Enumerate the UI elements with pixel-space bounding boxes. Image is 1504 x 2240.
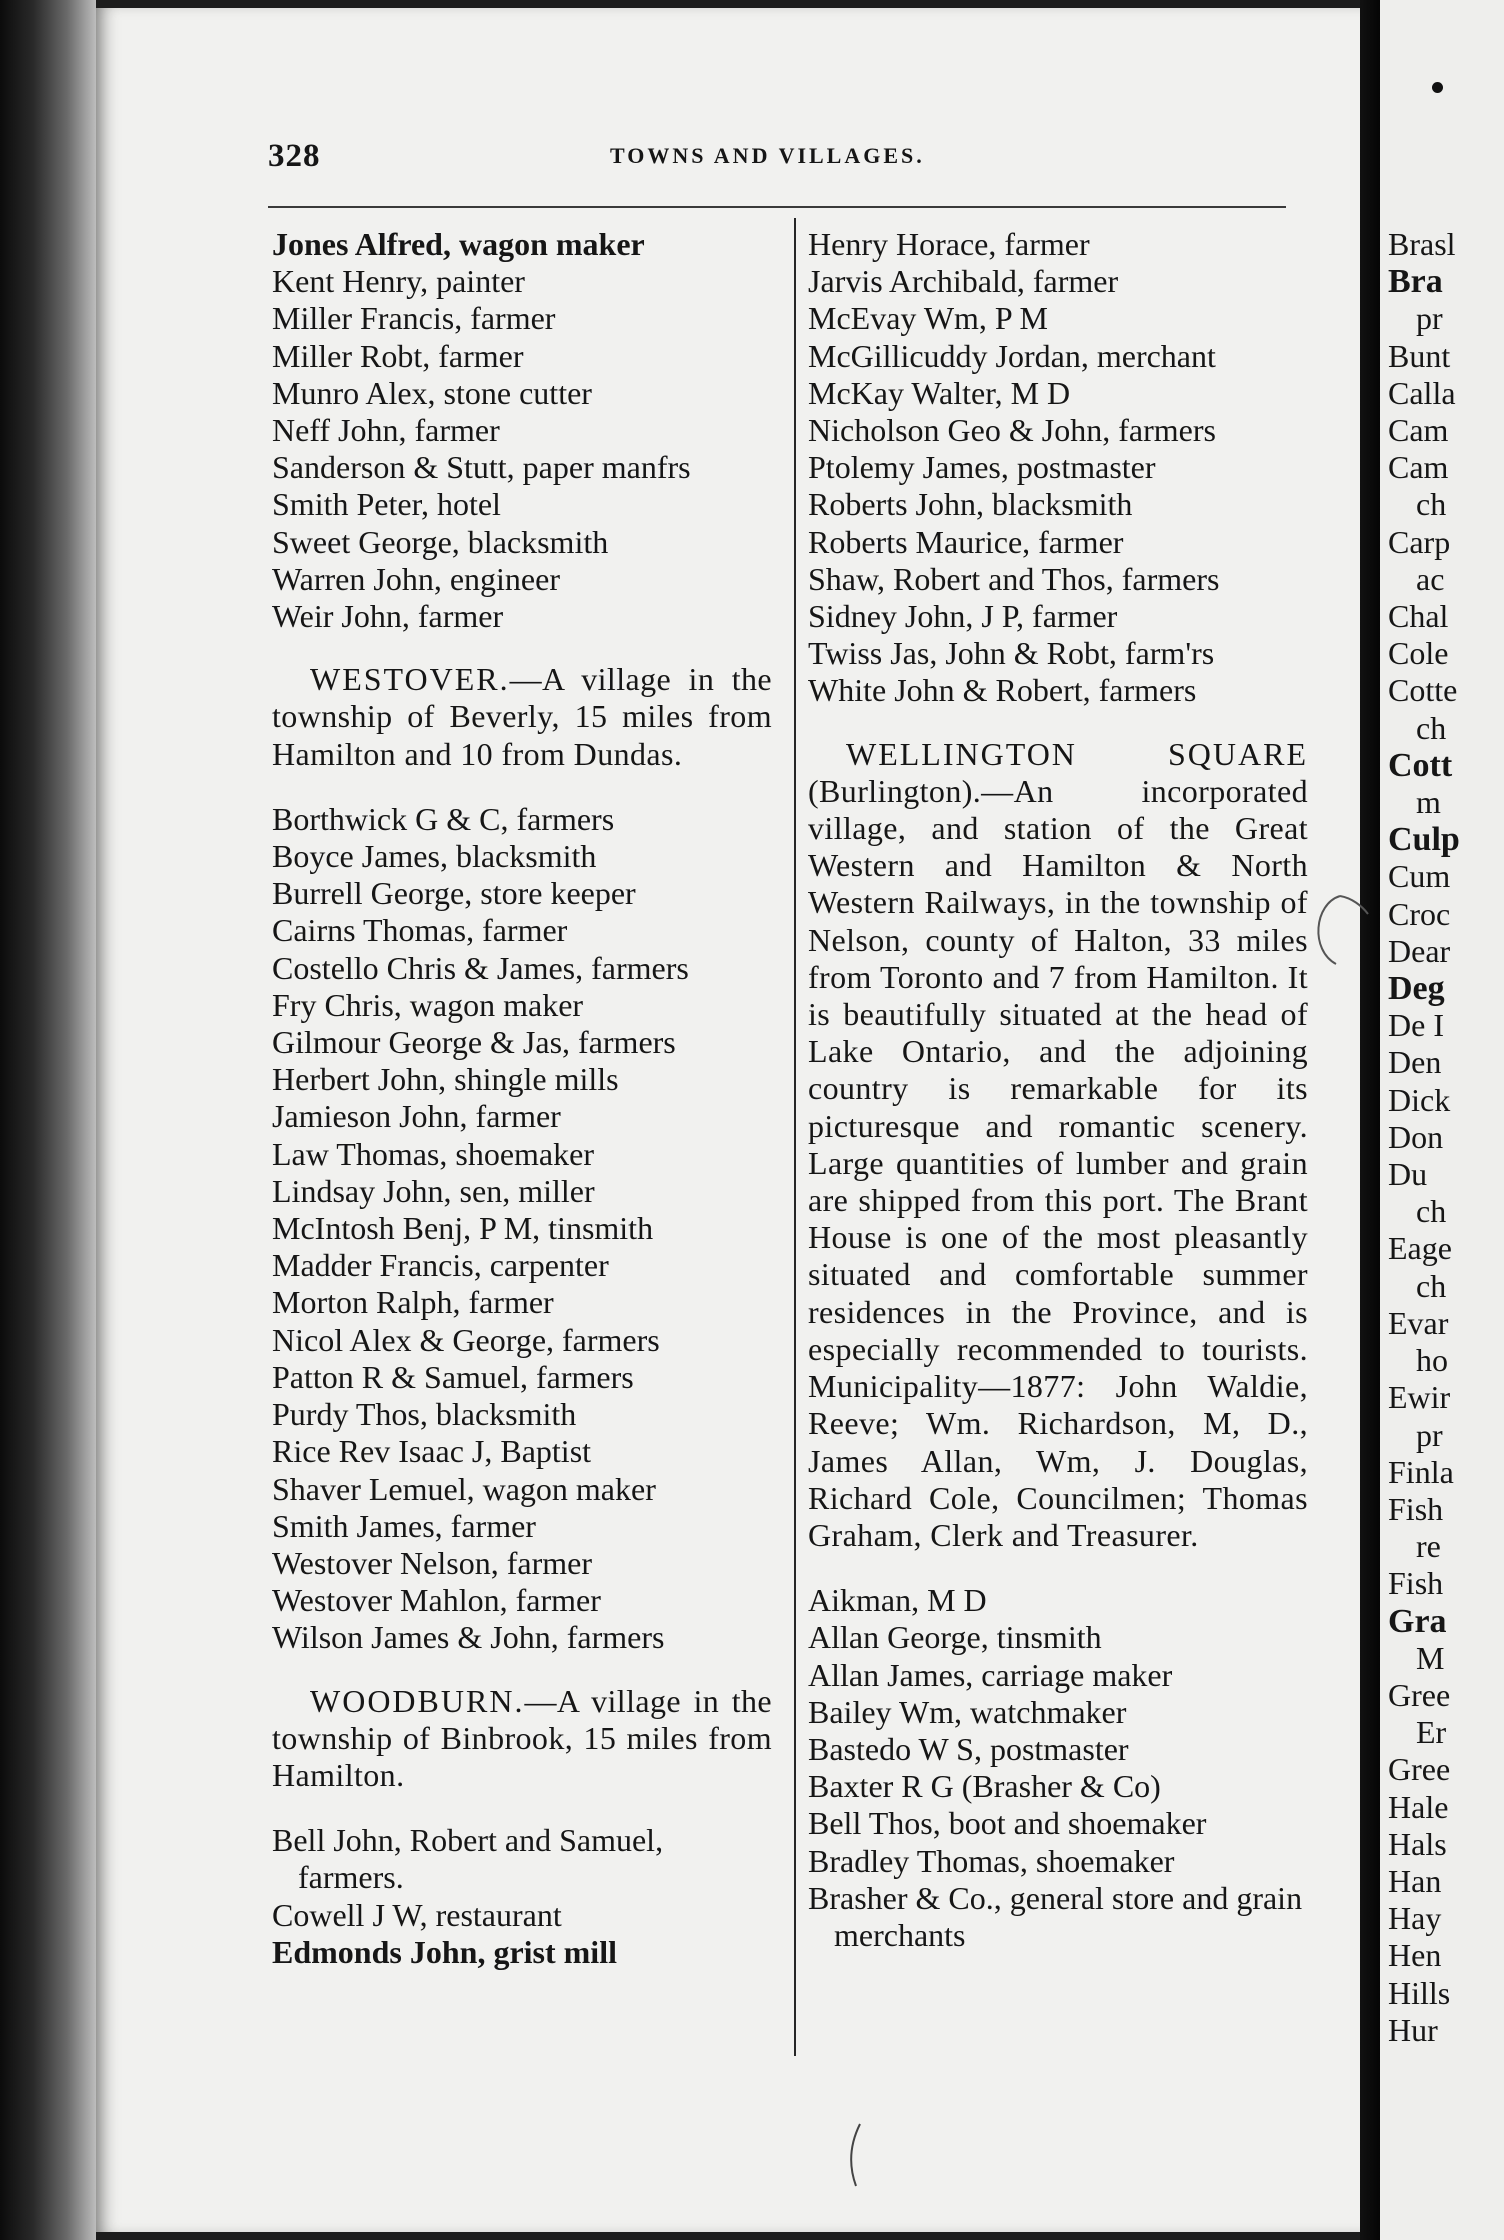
directory-entry: Westover Nelson, farmer [272, 1544, 592, 1581]
adjacent-entry-fragment: m [1416, 784, 1441, 821]
adjacent-entry-fragment: Cole [1388, 635, 1449, 672]
adjacent-entry-fragment: Hals [1388, 1825, 1447, 1862]
wellington-square-name: WELLINGTON SQUARE [846, 735, 1308, 772]
directory-entry: Neff John, farmer [272, 412, 500, 449]
adjacent-entry-fragment: ac [1416, 560, 1445, 597]
directory-entry: McKay Walter, M D [808, 374, 1071, 411]
adjacent-entry-fragment: Calla [1388, 374, 1456, 411]
directory-entry: Smith James, farmer [272, 1507, 536, 1544]
adjacent-entry-fragment: Cum [1388, 858, 1451, 895]
directory-entry: Allan George, tinsmith [808, 1619, 1102, 1656]
running-head: TOWNS AND VILLAGES. [610, 143, 925, 168]
directory-entry: Aikman, M D [808, 1582, 987, 1619]
adjacent-entry-fragment: Evar [1388, 1304, 1449, 1341]
directory-entry: Madder Francis, carpenter [272, 1247, 609, 1284]
adjacent-entry-fragment: Han [1388, 1862, 1442, 1899]
directory-entry: Miller Francis, farmer [272, 300, 556, 337]
directory-entry: Jamieson John, farmer [272, 1098, 561, 1135]
adjacent-entry-fragment: Er [1416, 1714, 1447, 1751]
adjacent-entry-fragment: Hay [1388, 1900, 1442, 1937]
directory-entry: Bastedo W S, postmaster [808, 1730, 1129, 1767]
adjacent-entry-fragment: Hale [1388, 1788, 1449, 1825]
directory-entry: Edmonds John, grist mill [272, 1933, 617, 1970]
directory-entry: Cowell J W, restaurant [272, 1896, 562, 1933]
left-column [272, 226, 772, 1971]
directory-entry: Burrell George, store keeper [272, 875, 636, 912]
directory-entry: Roberts Maurice, farmer [808, 523, 1124, 560]
directory-entry: Borthwick G & C, farmers [272, 800, 615, 837]
woodburn-name: WOODBURN. [310, 1682, 525, 1719]
directory-entry: Rice Rev Isaac J, Baptist [272, 1433, 592, 1470]
adjacent-entry-fragment: Brasl [1388, 226, 1456, 262]
directory-entry: Bell Thos, boot and shoemaker [808, 1805, 1207, 1842]
directory-entry: Purdy Thos, blacksmith [272, 1396, 577, 1433]
adjacent-entry-fragment: Bra [1388, 263, 1443, 301]
adjacent-entry-fragment: Culp [1388, 821, 1460, 859]
adjacent-entry-fragment: ch [1416, 1267, 1447, 1304]
directory-entry: Henry Horace, farmer [808, 226, 1090, 262]
directory-entry: Shaw, Robert and Thos, farmers [808, 560, 1220, 597]
adjacent-entry-fragment: Deg [1388, 970, 1445, 1008]
directory-entry: Westover Mahlon, farmer [272, 1582, 601, 1619]
ink-dot [1432, 82, 1443, 93]
adjacent-entry-fragment: ho [1416, 1342, 1448, 1379]
directory-entry: Bradley Thomas, shoemaker [808, 1842, 1175, 1879]
adjacent-entry-fragment: Fish [1388, 1490, 1444, 1527]
directory-entry: Cairns Thomas, farmer [272, 912, 568, 949]
directory-entry: Nicholson Geo & John, farmers [808, 412, 1216, 449]
adjacent-entry-fragment: Gree [1388, 1676, 1451, 1713]
directory-entry: Roberts John, blacksmith [808, 486, 1133, 523]
adjacent-entry-fragment: pr [1416, 300, 1443, 337]
directory-entry: Law Thomas, shoemaker [272, 1135, 594, 1172]
adjacent-entry-fragment: Carp [1388, 523, 1451, 560]
directory-entry: Shaver Lemuel, wagon maker [272, 1470, 656, 1507]
right-column [808, 226, 1308, 1954]
adjacent-entry-fragment: Gra [1388, 1602, 1447, 1640]
entry-list-top-right [808, 226, 1308, 710]
directory-entry: Fry Chris, wagon maker [272, 986, 584, 1023]
woodburn-entry-list [272, 1822, 772, 1971]
directory-entry: Allan James, carriage maker [808, 1656, 1173, 1693]
wellington-square-text: (Burlington).—An incorporated village, and station of the Great Western and Hamilton & North Western Railways, in the township of Nelson, county of Halton, 33 miles from Toronto and 7 from Hamilton. It is beautifully situated at the head of Lake Ontario, and the adjoining country is remarkable for its picturesque and romantic scenery. Large quantities of lumber and grain are shipped from this port. The Brant House is one of the most pleasantly situated and comfortable summer residences in the Province, and is especially recommended to tourists. Municipality—1877: John Waldie, Reeve; Wm. Richardson, M, D., James Allan, Wm, J. Douglas, Richard Cole, Councilmen; Thomas Graham, Clerk and Treasurer. [808, 772, 1308, 1553]
adjacent-entry-fragment: M [1416, 1639, 1445, 1676]
adjacent-entry-fragment: Du [1388, 1156, 1428, 1193]
directory-entry: Ptolemy James, postmaster [808, 449, 1156, 486]
adjacent-entry-fragment: Hills [1388, 1974, 1451, 2011]
directory-entry: McGillicuddy Jordan, merchant [808, 337, 1216, 374]
adjacent-entry-fragment: pr [1416, 1416, 1443, 1453]
directory-entry: Lindsay John, sen, miller [272, 1172, 595, 1209]
adjacent-entry-fragment: Gree [1388, 1751, 1451, 1788]
westover-description [272, 661, 772, 773]
wellington-square-description [808, 736, 1308, 1554]
pencil-mark [840, 2120, 880, 2190]
westover-entry-list [272, 801, 772, 1657]
adjacent-entry-fragment: Ewir [1388, 1379, 1451, 1416]
directory-entry: Sanderson & Stutt, paper manfrs [272, 449, 691, 486]
adjacent-entry-fragment: Dick [1388, 1081, 1451, 1118]
adjacent-entry-fragment: Fish [1388, 1565, 1444, 1602]
directory-entry: Costello Chris & James, farmers [272, 949, 689, 986]
directory-entry: Munro Alex, stone cutter [272, 374, 592, 411]
adjacent-entry-fragment: Cotte [1388, 672, 1458, 709]
directory-entry: Warren John, engineer [272, 560, 560, 597]
pencil-bracket-mark [1300, 890, 1370, 970]
adjacent-entry-fragment: Cam [1388, 449, 1449, 486]
directory-entry: McEvay Wm, P M [808, 300, 1048, 337]
directory-entry: Smith Peter, hotel [272, 486, 501, 523]
adjacent-entry-fragment: Cott [1388, 746, 1453, 784]
woodburn-description [272, 1683, 772, 1795]
directory-entry: Kent Henry, painter [272, 263, 525, 300]
directory-entry: Nicol Alex & George, farmers [272, 1321, 660, 1358]
directory-entry: Weir John, farmer [272, 598, 504, 635]
directory-entry: Twiss Jas, John & Robt, farm'rs [808, 635, 1215, 672]
adjacent-page-fragment [1380, 0, 1504, 2240]
directory-entry: Wilson James & John, farmers [272, 1619, 665, 1656]
adjacent-entry-fragment: Eage [1388, 1230, 1452, 1267]
directory-entry: Boyce James, blacksmith [272, 838, 597, 875]
directory-entry: Brasher & Co., general store and grain merchants [808, 1879, 1303, 1953]
adjacent-entry-fragment: Cam [1388, 412, 1449, 449]
directory-entry: Sidney John, J P, farmer [808, 598, 1118, 635]
book-binding-shadow [0, 0, 96, 2240]
directory-entry: Patton R & Samuel, farmers [272, 1358, 634, 1395]
adjacent-entry-fragment: re [1416, 1528, 1441, 1565]
directory-entry: Miller Robt, farmer [272, 337, 524, 374]
adjacent-entry-fragment: Chal [1388, 598, 1449, 635]
adjacent-entry-fragment: Dear [1388, 932, 1451, 969]
directory-entry: Herbert John, shingle mills [272, 1061, 619, 1098]
directory-entry: McIntosh Benj, P M, tinsmith [272, 1210, 654, 1247]
directory-entry: Jones Alfred, wagon maker [272, 226, 645, 262]
directory-entry: Morton Ralph, farmer [272, 1284, 554, 1321]
adjacent-entry-fragment: ch [1416, 1193, 1447, 1230]
directory-entry: White John & Robert, farmers [808, 672, 1197, 709]
column-divider [794, 218, 796, 2056]
page-number: 328 [268, 138, 321, 174]
adjacent-entry-fragment: Croc [1388, 895, 1451, 932]
adjacent-entry-fragment: Den [1388, 1044, 1442, 1081]
adjacent-entry-fragment: ch [1416, 486, 1447, 523]
adjacent-entry-fragment: Don [1388, 1118, 1444, 1155]
header-rule [268, 206, 1286, 208]
page-gutter [1360, 0, 1380, 2240]
entry-list-top-left [272, 226, 772, 635]
adjacent-entry-fragment: Finla [1388, 1453, 1454, 1490]
wellington-entry-list [808, 1582, 1308, 1954]
directory-entry: Baxter R G (Brasher & Co) [808, 1768, 1161, 1805]
directory-entry: Gilmour George & Jas, farmers [272, 1024, 676, 1061]
adjacent-entry-fragment: ch [1416, 709, 1447, 746]
directory-entry: Sweet George, blacksmith [272, 523, 609, 560]
adjacent-entry-fragment: De I [1388, 1007, 1444, 1044]
directory-entry: Jarvis Archibald, farmer [808, 263, 1119, 300]
woodburn-text: —A village in the township of Binbrook, 15 miles from Hamilton. [272, 1682, 772, 1793]
westover-text: —A village in the township of Beverly, 15 miles from Hamilton and 10 from Dundas. [272, 661, 772, 772]
adjacent-entry-fragment: Hur [1388, 2011, 1438, 2048]
adjacent-entry-fragment: Hen [1388, 1937, 1442, 1974]
adjacent-page-entries [1388, 226, 1460, 2049]
directory-entry: Bell John, Robert and Samuel, farmers. [272, 1822, 664, 1896]
adjacent-entry-fragment: Bunt [1388, 337, 1451, 374]
directory-entry: Bailey Wm, watchmaker [808, 1693, 1127, 1730]
westover-name: WESTOVER. [310, 661, 510, 698]
